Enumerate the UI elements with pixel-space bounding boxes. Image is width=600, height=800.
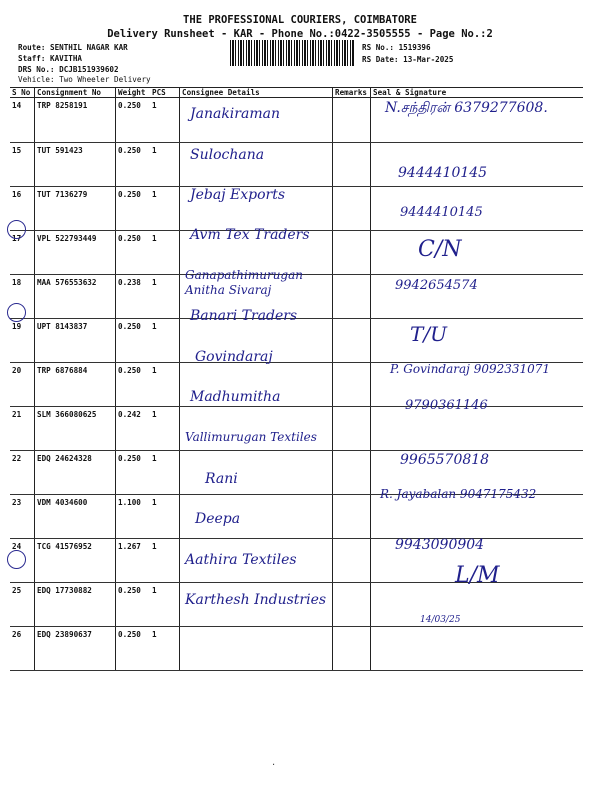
row-consignment-no: VPL 522793449 — [35, 231, 116, 275]
row-pcs: 1 — [150, 363, 180, 407]
col-remarks: Remarks — [333, 88, 371, 98]
row-sno: 17 — [10, 231, 35, 275]
row-remarks-cell — [333, 407, 371, 451]
row-seal-cell — [371, 407, 584, 451]
rs-date: RS Date: 13-Mar-2025 — [362, 55, 454, 64]
col-sno: S No — [10, 88, 35, 98]
row-remarks-cell — [333, 319, 371, 363]
runsheet-subtitle: Delivery Runsheet - KAR - Phone No.:0422-3505555 - Page No.:2 — [107, 28, 493, 40]
row-weight: 1.267 — [116, 539, 151, 583]
row-weight: 0.250 — [116, 98, 151, 143]
row-weight: 0.242 — [116, 407, 151, 451]
row-pcs: 1 — [150, 583, 180, 627]
row-sno: 25 — [10, 583, 35, 627]
row-remarks-cell — [333, 363, 371, 407]
row-sno: 23 — [10, 495, 35, 539]
row-weight: 0.250 — [116, 451, 151, 495]
handwritten-signature: T/U — [410, 322, 447, 346]
handwritten-consignee: Sulochana — [190, 147, 265, 163]
row-remarks-cell — [333, 539, 371, 583]
row-pcs: 1 — [150, 275, 180, 319]
row-sno: 26 — [10, 627, 35, 671]
row-consignee-cell — [180, 451, 333, 495]
row-sno: 14 — [10, 98, 35, 143]
handwritten-consignee: Madhumitha — [190, 389, 281, 405]
row-pcs: 1 — [150, 319, 180, 363]
row-consignment-no: EDQ 17730882 — [35, 583, 116, 627]
handwritten-signature: 9942654574 — [395, 278, 478, 293]
row-remarks-cell — [333, 275, 371, 319]
handwritten-consignee: Rani — [205, 471, 238, 487]
handwritten-signature: 9444410145 — [400, 205, 483, 220]
handwritten-signature: 9790361146 — [405, 398, 488, 413]
row-pcs: 1 — [150, 627, 180, 671]
row-sno: 20 — [10, 363, 35, 407]
table-row — [10, 627, 583, 671]
route-label: Route: SENTHIL NAGAR KAR — [18, 43, 128, 52]
handwritten-signature: 9444410145 — [398, 165, 488, 181]
row-consignment-no: EDQ 24624328 — [35, 451, 116, 495]
handwritten-consignee: Avm Tex Traders — [190, 227, 310, 243]
row-weight: 1.100 — [116, 495, 151, 539]
row-sno: 19 — [10, 319, 35, 363]
handwritten-consignee: Janakiraman — [190, 106, 280, 122]
handwritten-signature: 9943090904 — [395, 537, 485, 553]
circle-mark — [7, 303, 26, 322]
row-weight: 0.238 — [116, 275, 151, 319]
row-seal-cell — [371, 627, 584, 671]
handwritten-consignee: Deepa — [195, 511, 241, 527]
row-remarks-cell — [333, 627, 371, 671]
drs-label: DRS No.: DCJB151939602 — [18, 65, 119, 74]
vehicle-label: Vehicle: Two Wheeler Delivery — [18, 75, 151, 84]
row-weight: 0.250 — [116, 319, 151, 363]
col-consignee: Consignee Details — [180, 88, 333, 98]
handwritten-consignee: Vallimurugan Textiles — [185, 430, 317, 444]
row-sno: 16 — [10, 187, 35, 231]
row-consignment-no: SLM 366080625 — [35, 407, 116, 451]
rs-number: RS No.: 1519396 — [362, 43, 431, 52]
col-seal: Seal & Signature — [371, 88, 584, 98]
table-row — [10, 143, 583, 187]
row-consignment-no: EDQ 23890637 — [35, 627, 116, 671]
handwritten-signature: P. Govindaraj 9092331071 — [390, 362, 551, 376]
table-row — [10, 495, 583, 539]
row-weight: 0.250 — [116, 583, 151, 627]
row-consignee-cell — [180, 627, 333, 671]
row-weight: 0.250 — [116, 187, 151, 231]
row-sno: 22 — [10, 451, 35, 495]
row-remarks-cell — [333, 98, 371, 143]
handwritten-signature: C/N — [418, 237, 462, 262]
handwritten-signature: 14/03/25 — [420, 615, 461, 625]
circle-mark — [7, 220, 26, 239]
handwritten-consignee: Aathira Textiles — [185, 552, 297, 568]
row-pcs: 1 — [150, 495, 180, 539]
handwritten-consignee: Banari Traders — [190, 308, 298, 324]
row-remarks-cell — [333, 451, 371, 495]
handwritten-consignee: Karthesh Industries — [185, 592, 327, 608]
row-pcs: 1 — [150, 407, 180, 451]
table-row — [10, 319, 583, 363]
row-seal-cell — [371, 319, 584, 363]
handwritten-signature: L/M — [455, 563, 500, 588]
col-pcs: PCS — [150, 88, 180, 98]
row-remarks-cell — [333, 495, 371, 539]
row-consignment-no: TRP 6876884 — [35, 363, 116, 407]
table-row — [10, 187, 583, 231]
row-sno: 18 — [10, 275, 35, 319]
row-weight: 0.250 — [116, 363, 151, 407]
row-pcs: 1 — [150, 98, 180, 143]
row-pcs: 1 — [150, 231, 180, 275]
handwritten-signature: R. Jayabalan 9047175432 — [380, 487, 537, 501]
row-consignment-no: UPT 8143837 — [35, 319, 116, 363]
handwritten-consignee: Ganapathimurugan Anitha Sivaraj — [185, 268, 303, 297]
row-consignment-no: VDM 4034600 — [35, 495, 116, 539]
barcode — [230, 40, 355, 66]
row-remarks-cell — [333, 231, 371, 275]
row-seal-cell — [371, 231, 584, 275]
table-header — [10, 88, 583, 98]
company-title: THE PROFESSIONAL COURIERS, COIMBATORE — [183, 14, 417, 26]
handwritten-signature: 9965570818 — [400, 452, 490, 468]
col-weight: Weight — [116, 88, 151, 98]
handwritten-consignee: Govindaraj — [195, 349, 273, 365]
row-remarks-cell — [333, 583, 371, 627]
row-sno: 21 — [10, 407, 35, 451]
row-seal-cell — [371, 495, 584, 539]
row-consignment-no: TCG 41576952 — [35, 539, 116, 583]
staff-label: Staff: KAVITHA — [18, 54, 83, 63]
row-weight: 0.250 — [116, 627, 151, 671]
row-pcs: 1 — [150, 451, 180, 495]
row-consignment-no: MAA 576553632 — [35, 275, 116, 319]
handwritten-consignee: Jebaj Exports — [190, 187, 286, 203]
row-pcs: 1 — [150, 187, 180, 231]
handwritten-signature: N.சந்திரன் 6379277608. — [385, 100, 548, 116]
row-sno: 24 — [10, 539, 35, 583]
row-consignment-no: TUT 7136279 — [35, 187, 116, 231]
row-remarks-cell — [333, 187, 371, 231]
row-weight: 0.250 — [116, 143, 151, 187]
row-consignment-no: TUT 591423 — [35, 143, 116, 187]
row-seal-cell — [371, 583, 584, 627]
col-consignment: Consignment No — [35, 88, 116, 98]
row-remarks-cell — [333, 143, 371, 187]
row-pcs: 1 — [150, 143, 180, 187]
row-sno: 15 — [10, 143, 35, 187]
ink-mark: ‧ — [272, 760, 276, 771]
row-consignment-no: TRP 8258191 — [35, 98, 116, 143]
circle-mark — [7, 550, 26, 569]
row-pcs: 1 — [150, 539, 180, 583]
row-weight: 0.250 — [116, 231, 151, 275]
